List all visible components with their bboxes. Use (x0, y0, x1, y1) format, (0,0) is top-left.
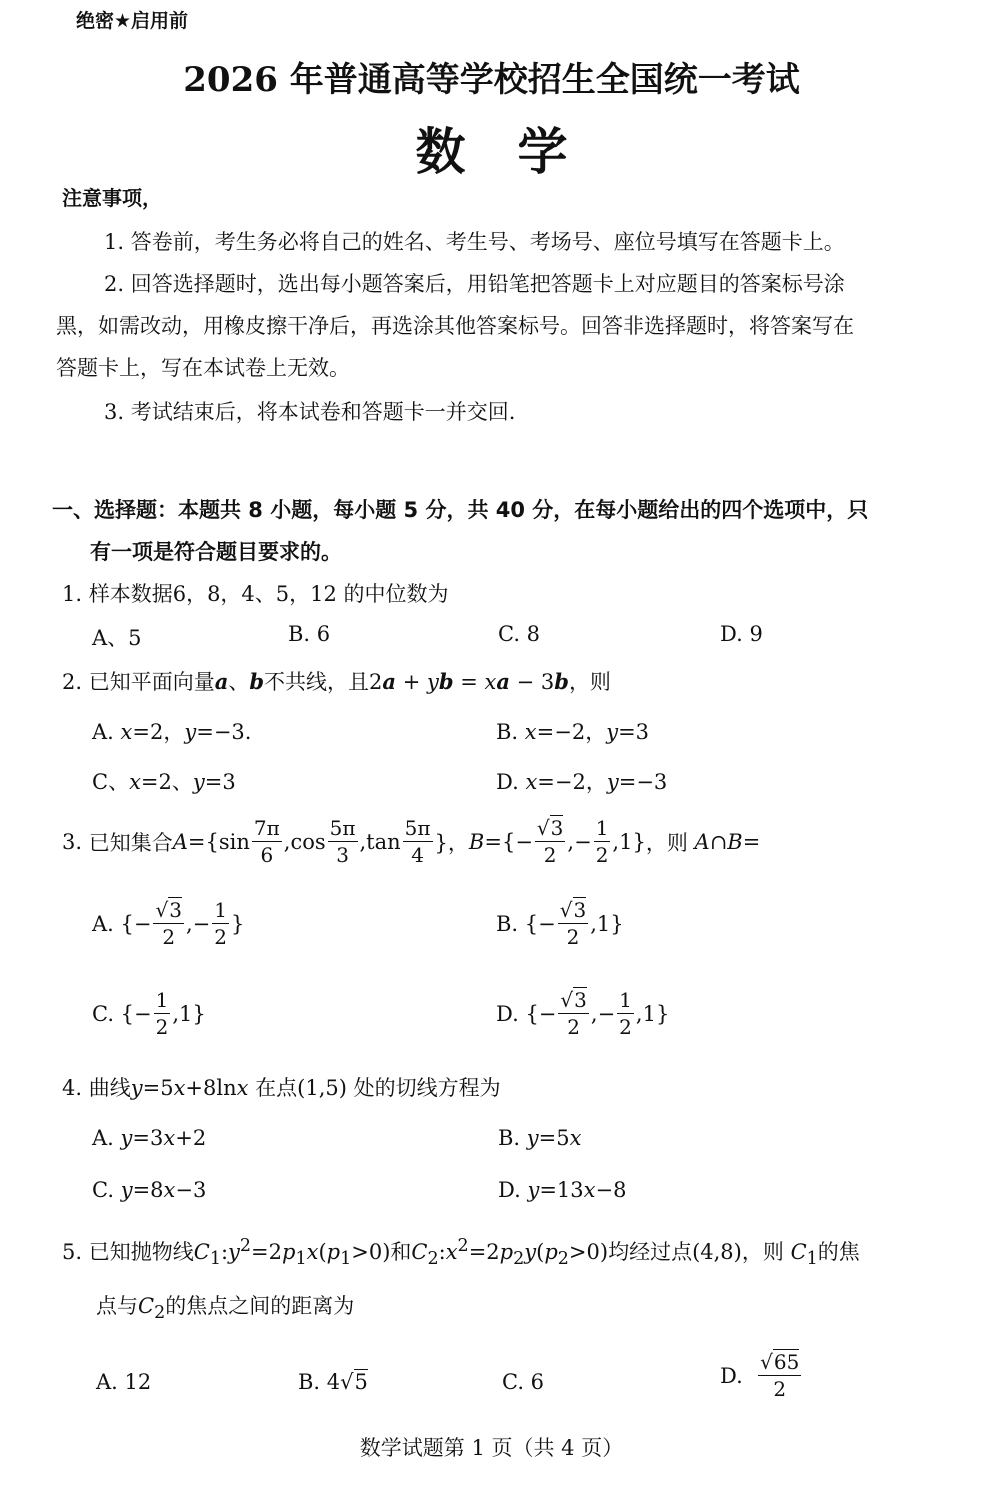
q5-option-a: A. 12 (96, 1370, 152, 1394)
q4-option-d: D. y=13x−8 (498, 1178, 627, 1202)
note-2-cont2: 答题卡上，写在本试卷上无效。 (56, 356, 350, 380)
q1-option-c: C. 8 (498, 622, 541, 646)
q3-option-d: D. {− $\frac{√3}{2}$ ,− $\frac{1}{2}$ ,1} (496, 988, 670, 1039)
q3-option-a: A. {− $\frac{√3}{2}$ ,− $\frac{1}{2}$ } (92, 898, 245, 949)
q4-option-c: C. y=8x−3 (92, 1178, 207, 1202)
q2-option-d: D. x=−2，y=−3 (496, 770, 668, 794)
exam-title: 2026 年普通高等学校招生全国统一考试 (183, 60, 800, 100)
q3-option-c: C. {− $\frac{1}{2}$ ,1} (92, 988, 206, 1039)
q5-option-c: C. 6 (502, 1370, 545, 1394)
q3-option-b: B. {− $\frac{√3}{2}$ ,1} (496, 898, 624, 949)
q2-option-b: B. x=−2，y=3 (496, 720, 650, 744)
q4-option-a: A. y=3x+2 (92, 1126, 207, 1150)
q1-option-b: B. 6 (288, 622, 331, 646)
section-heading: 一、选择题：本题共 8 小题，每小题 5 分，共 40 分，在每小题给出的四个选项中，只 (52, 498, 869, 522)
q2-option-a: A. x=2，y=−3. (92, 720, 252, 744)
question-3-stem: 3. 已知集合 A ={sin $\frac{7\pi}{6}$ ,cos $\frac{5\pi}{3}$ ,tan $\frac{5\pi}{4}$ }， B ={− $\frac{√3}{2}$ ,− $\frac{1}{2}$ ,1} ，则 A ∩ B = (62, 816, 761, 867)
page-footer: 数学试题第 1 页（共 4 页） (359, 1436, 624, 1460)
note-2: 2. 回答选择题时，选出每小题答案后，用铅笔把答题卡上对应题目的答案标号涂 (104, 272, 845, 296)
note-2-cont: 黑，如需改动，用橡皮擦干净后，再选涂其他答案标号。回答非选择题时，将答案写在 (56, 314, 854, 338)
question-5-stem: 5. 已知抛物线$C_1:y^2=2p_1x(p_1>0)$和$C_2:x^2=2p_2y(p_2>0)$均经过点(4,8)，则 $C_1$的焦 (62, 1236, 860, 1270)
q5-option-b: B. 4√5 (298, 1370, 368, 1394)
q4-option-b: B. y=5x (498, 1126, 582, 1150)
question-1-stem: 1. 样本数据6，8，4、5，12 的中位数为 (62, 582, 449, 606)
note-3: 3. 考试结束后，将本试卷和答题卡一并交回. (104, 400, 516, 424)
question-4-stem: 4. 曲线y=5x+8lnx 在点(1,5) 处的切线方程为 (62, 1076, 501, 1100)
q5-option-d: D. $\frac{√65}{2}$ (720, 1350, 800, 1401)
q1-option-d: D. 9 (720, 622, 763, 646)
q2-option-c: C、x=2、y=3 (92, 770, 236, 794)
subject-title: 数学 (415, 122, 620, 181)
note-1: 1. 答卷前，考生务必将自己的姓名、考生号、考场号、座位号填写在答题卡上。 (104, 230, 845, 254)
notes-heading: 注意事项， (62, 186, 162, 210)
confidential-label: 绝密★启用前 (76, 10, 189, 32)
section-heading-cont: 有一项是符合题目要求的。 (90, 540, 342, 564)
question-2-stem: 2. 已知平面向量a、b不共线，且2a + yb = xa − 3b，则 (62, 669, 611, 694)
question-5-stem-cont: 点与$C_2$的焦点之间的距离为 (96, 1294, 355, 1324)
q1-option-a: A、5 (92, 626, 142, 650)
